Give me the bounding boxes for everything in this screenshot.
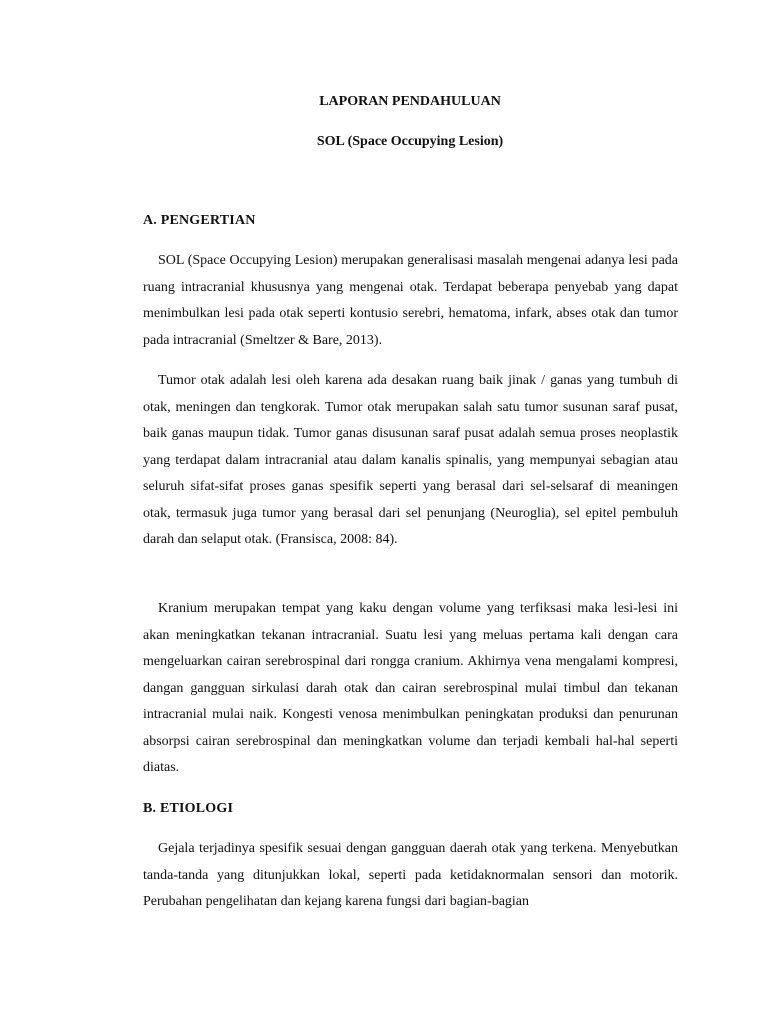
section-heading-etiologi: B. ETIOLOGI (143, 801, 234, 816)
paragraph-pengertian-3: Kranium merupakan tempat yang kaku dengan volume yang terfiksasi maka lesi-lesi ini akan meningkatkan tekanan intracranial. Suatu lesi yang meluas pertama kali dengan cara mengeluarkan cairan serebrospinal dari rongga cranium. Akhirnya vena mengalami kompresi, dangan gangguan sirkulasi darah otak dan cairan serebrospinal mulai timbul dan tekanan intracranial mulai naik. Kongesti venosa menimbulkan peningkatan produksi dan penurunan absorpsi cairan serebrospinal dan meningkatkan volume dan terjadi kembali hal-hal seperti diatas. (143, 601, 678, 775)
document-subtitle: SOL (Space Occupying Lesion) (316, 134, 504, 149)
document-title: LAPORAN PENDAHULUAN (319, 94, 501, 109)
section-heading-pengertian: A. PENGERTIAN (143, 213, 256, 228)
paragraph-pengertian-1: SOL (Space Occupying Lesion) merupakan generalisasi masalah mengenai adanya lesi pada ruang intracranial khususnya yang mengenai otak. Terdapat beberapa penyebab yang dapat menimbulkan lesi pada otak seperti kontusio serebri, hematoma, infark, abses otak dan tumor pada intracranial (Smeltzer & Bare, 2013). (143, 253, 678, 348)
paragraph-etiologi-1: Gejala terjadinya spesifik sesuai dengan gangguan daerah otak yang terkena. Menyebutkan tanda-tanda yang ditunjukkan lokal, seperti pada ketidaknormalan sensori dan motorik. Perubahan pengelihatan dan kejang karena fungsi dari bagian-bagian (143, 841, 678, 909)
paragraph-pengertian-2: Tumor otak adalah lesi oleh karena ada desakan ruang baik jinak / ganas yang tumbuh di otak, meningen dan tengkorak. Tumor otak merupakan salah satu tumor susunan saraf pusat, baik ganas maupun tidak. Tumor ganas disusunan saraf pusat adalah semua proses neoplastik yang terdapat dalam intracranial atau dalam kanalis spinalis, yang mempunyai sebagian atau seluruh sifat-sifat proses ganas spesifik seperti yang berasal dari sel-selsaraf di meaningen otak, termasuk juga tumor yang berasal dari sel penunjang (Neuroglia), sel epitel pembuluh darah dan selaput otak. (Fransisca, 2008: 84). (143, 373, 678, 547)
